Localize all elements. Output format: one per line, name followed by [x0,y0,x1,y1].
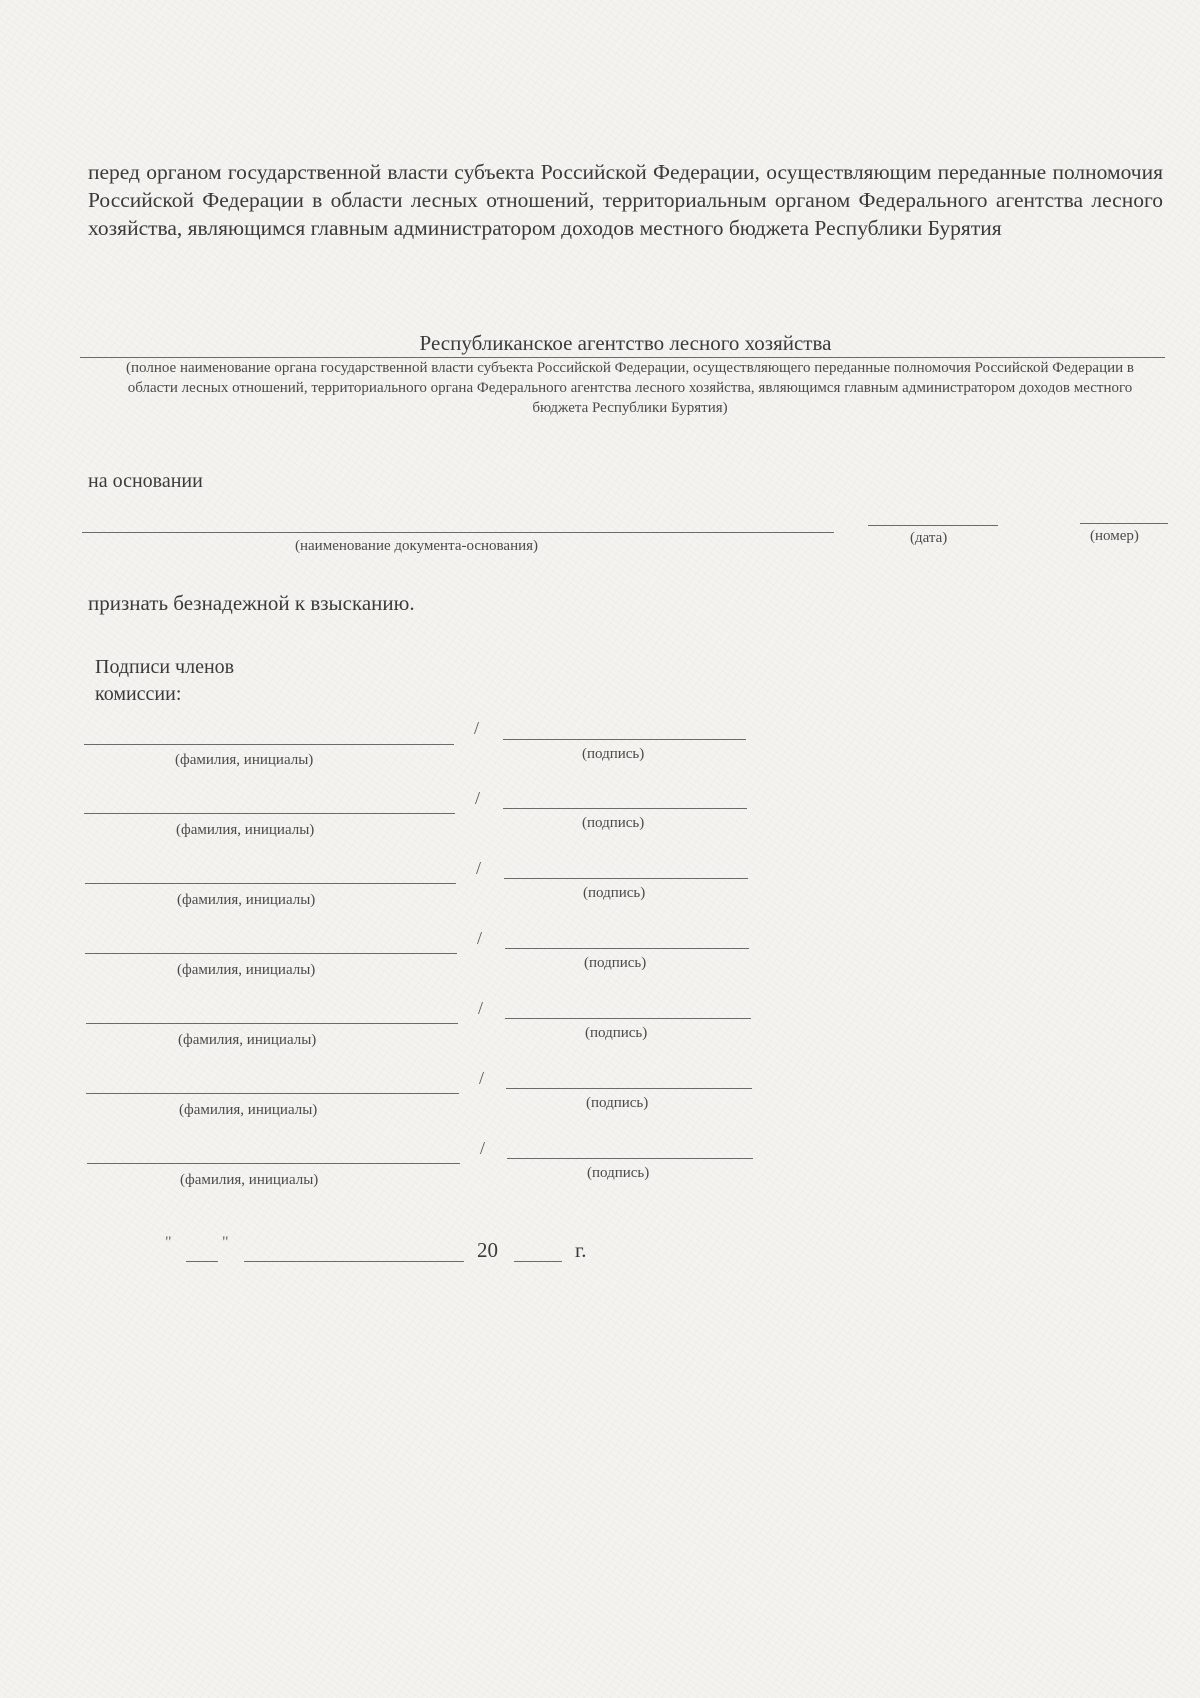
name-caption: (фамилия, инициалы) [180,1172,319,1188]
signature-caption: (подпись) [582,746,645,762]
signature-field[interactable] [506,1088,752,1089]
name-caption: (фамилия, инициалы) [177,962,316,978]
date-day-field[interactable] [186,1261,218,1262]
name-field[interactable] [87,1163,460,1164]
signature-field[interactable] [505,948,749,949]
declaration-text: признать безнадежной к взысканию. [88,591,415,615]
separator-slash: / [478,998,484,1018]
signature-caption: (подпись) [583,885,646,901]
signature-caption: (подпись) [582,815,645,831]
organization-name: Республиканское агентство лесного хозяйства [419,331,832,355]
separator-slash: / [474,718,480,738]
signature-caption: (подпись) [587,1165,650,1181]
basis-number-caption: (номер) [1090,528,1139,544]
separator-slash: / [477,928,483,948]
basis-document-caption: (наименование документа-основания) [295,538,539,554]
name-caption: (фамилия, инициалы) [176,822,315,838]
basis-label: на основании [88,470,203,492]
signature-caption: (подпись) [585,1025,648,1041]
date-year-prefix: 20 [477,1238,498,1262]
organization-caption: (полное наименование органа государственной власти субъекта Российской Федерации, осуществляющего переданные полномочия Российской Федерации в области лесных отношений, территориального органа Федерального агентства лесного хозяйства, являющимся главным администратором доходов местного бюджета Республики Бурятия) [126,360,1134,416]
name-caption: (фамилия, инициалы) [175,752,314,768]
signatures-title-line-2: комиссии: [95,683,182,705]
name-field[interactable] [85,953,457,954]
signature-caption: (подпись) [586,1095,649,1111]
intro-paragraph: перед органом государственной власти субъекта Российской Федерации, осуществляющим переданные полномочия Российской Федерации в области лесных отношений, территориальным органом Федерального агентства лесного хозяйства, являющимся главным администратором доходов местного бюджета Республики Бурятия [88,160,1163,240]
date-year-suffix: г. [575,1238,587,1262]
date-month-field[interactable] [244,1261,464,1262]
separator-slash: / [479,1068,485,1088]
basis-date-caption: (дата) [910,530,948,546]
name-caption: (фамилия, инициалы) [177,892,316,908]
name-field[interactable] [84,744,454,745]
separator-slash: / [480,1138,486,1158]
basis-document-field[interactable] [82,532,834,533]
signature-field[interactable] [507,1158,753,1159]
signature-field[interactable] [503,808,747,809]
signature-field[interactable] [503,739,746,740]
name-field[interactable] [85,883,456,884]
separator-slash: / [475,788,481,808]
name-field[interactable] [86,1023,458,1024]
date-close-quote: " [222,1234,229,1251]
name-field[interactable] [84,813,455,814]
signature-field[interactable] [505,1018,751,1019]
name-caption: (фамилия, инициалы) [179,1102,318,1118]
signatures-title-line-1: Подписи членов [95,656,235,678]
separator-slash: / [476,858,482,878]
signatures-title [95,654,234,708]
basis-date-field[interactable] [868,525,998,526]
name-caption: (фамилия, инициалы) [178,1032,317,1048]
signature-field[interactable] [504,878,748,879]
signature-caption: (подпись) [584,955,647,971]
date-year-field[interactable] [514,1261,562,1262]
name-field[interactable] [86,1093,459,1094]
date-open-quote: " [165,1234,172,1251]
basis-number-field[interactable] [1080,523,1168,524]
